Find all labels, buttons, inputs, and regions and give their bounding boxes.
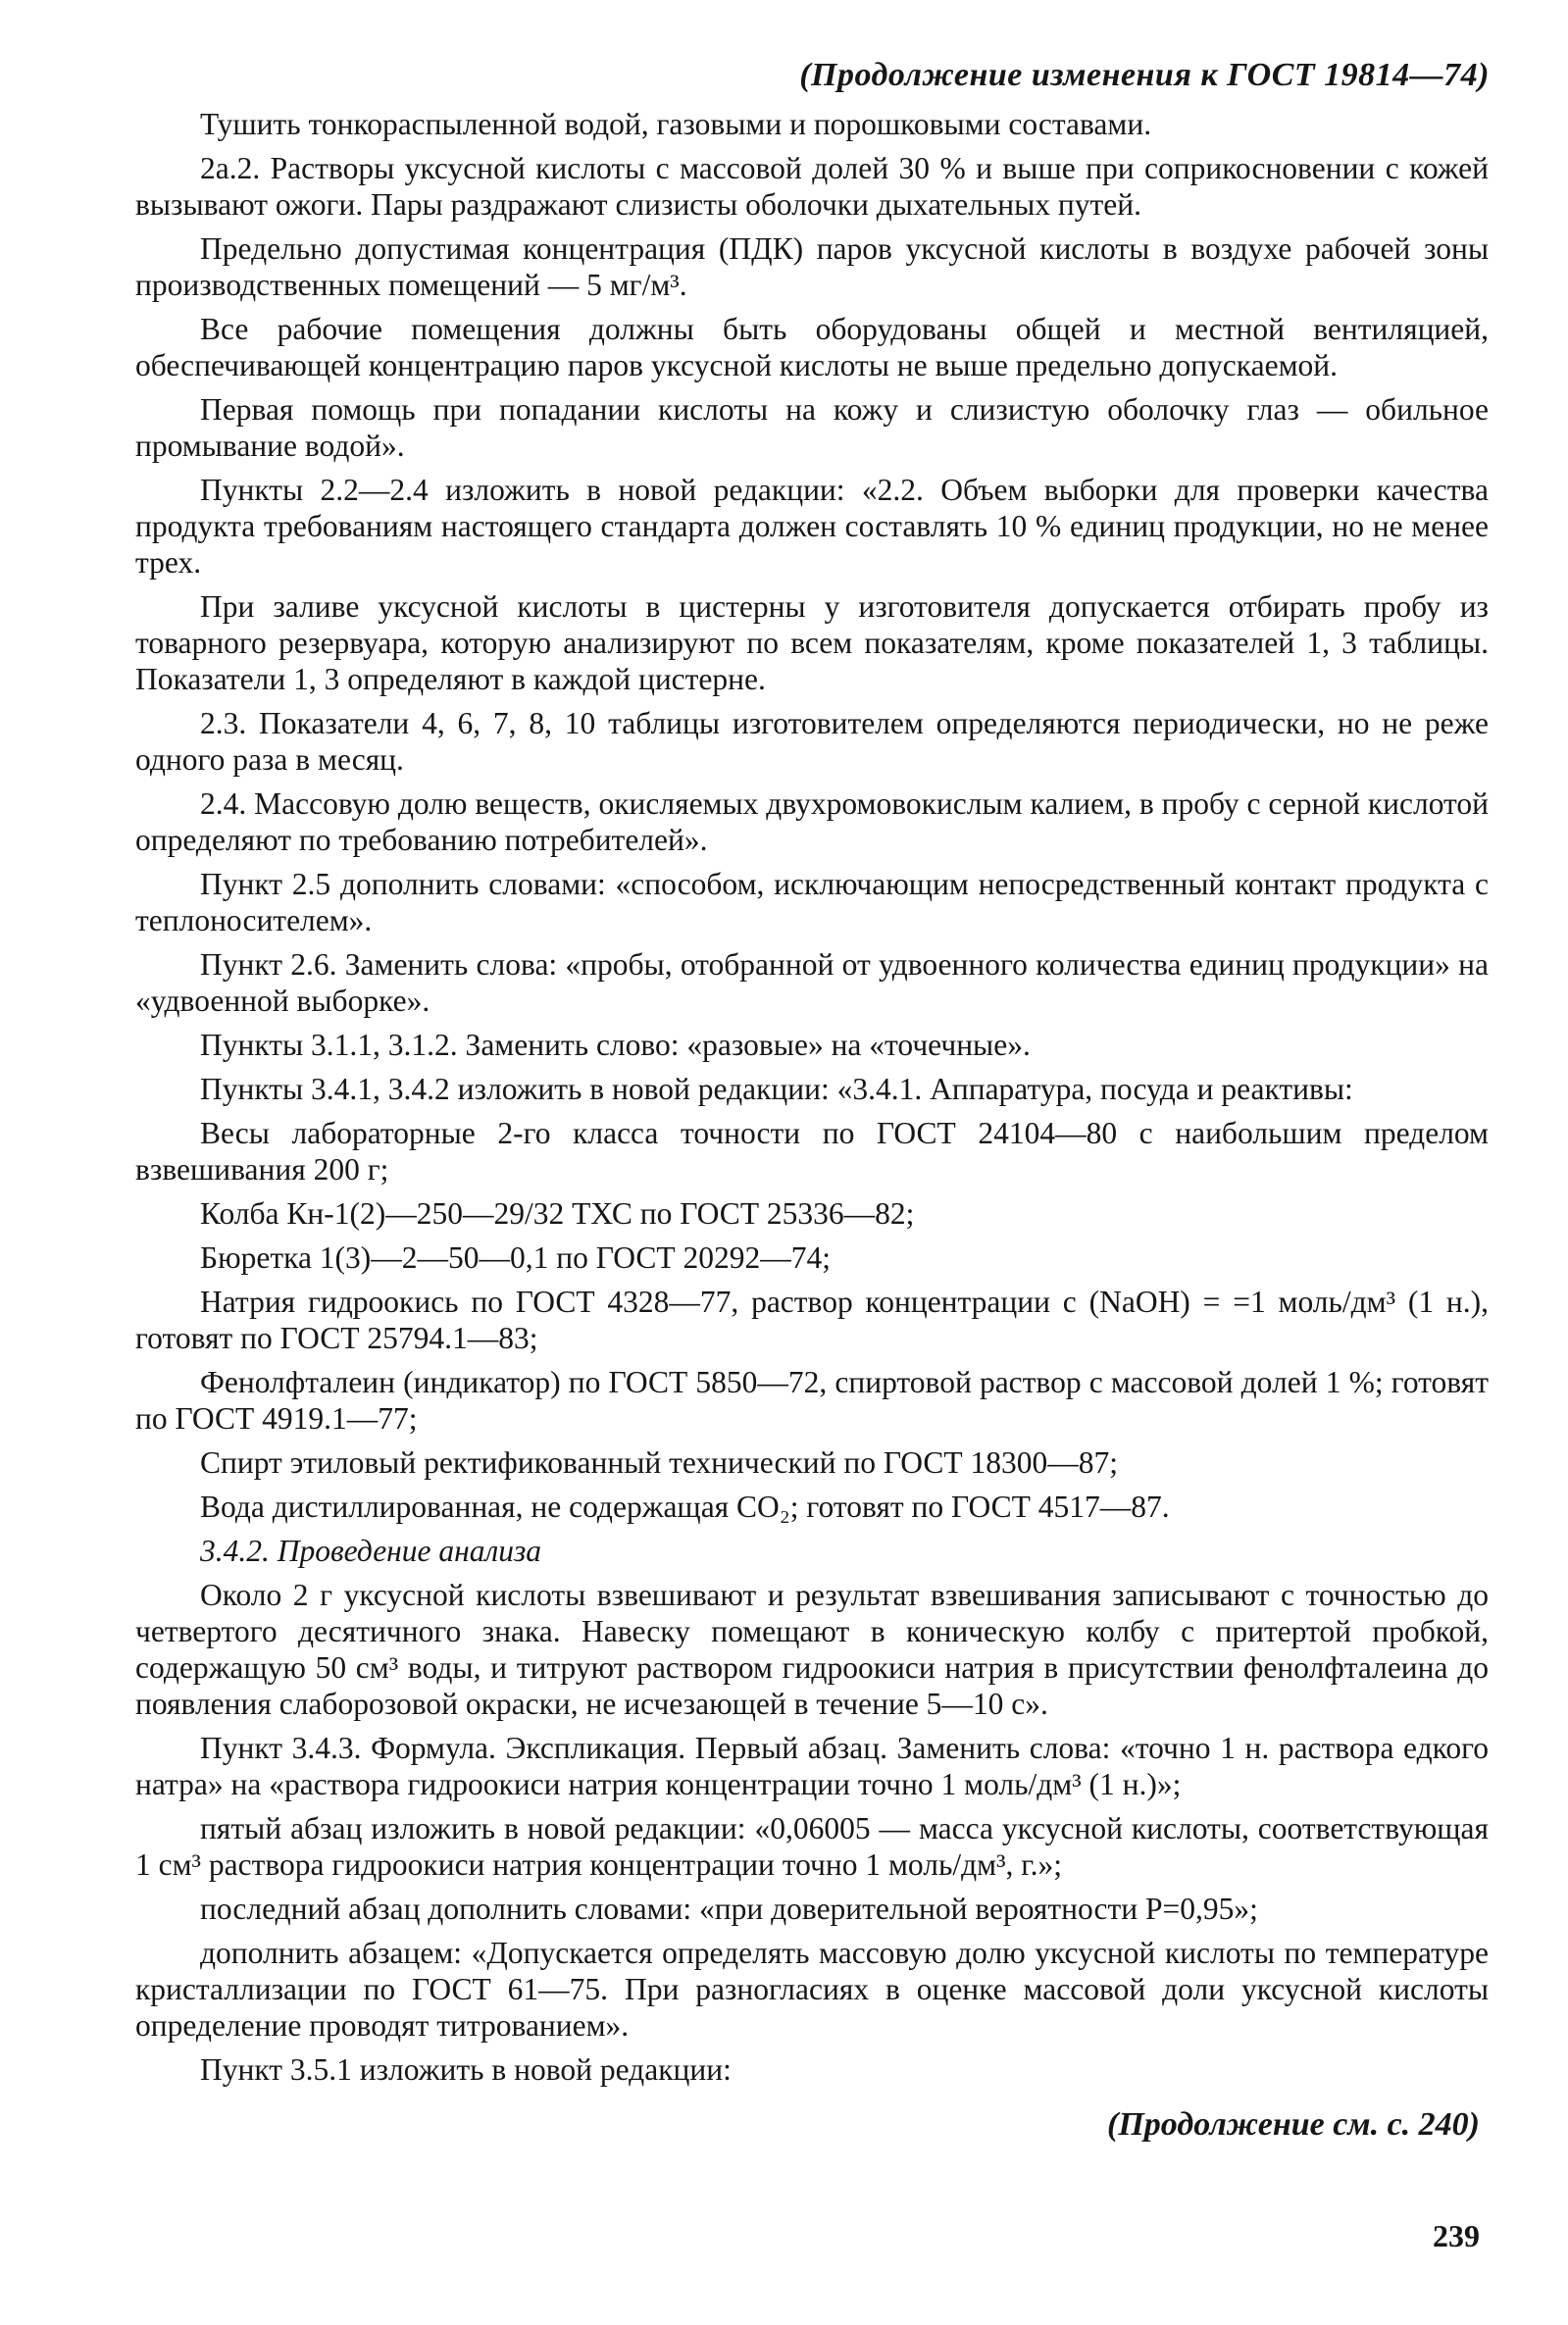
paragraph-water: Вода дистиллированная, не содержащая CO₂; готовят по ГОСТ 4517—87.	[200, 1490, 1170, 1524]
paragraph-2-4: 2.4. Массовую долю веществ, окисляемых двухромовокислым калием, в пробу с серной кислотой определяют по требованию потребителей».	[135, 786, 1489, 857]
paragraph-3-1: Пункты 3.1.1, 3.1.2. Заменить слово: «разовые» на «точечные».	[200, 1028, 1031, 1062]
paragraph-ethanol: Спирт этиловый ректификованный технический по ГОСТ 18300—87;	[200, 1445, 1119, 1480]
paragraph-2-5: Пункт 2.5 дополнить словами: «способом, исключающим непосредственный контакт продукта с теплоносителем».	[135, 867, 1489, 937]
paragraph-first-aid: Первая помощь при попадании кислоты на кожу и слизистую оболочку глаз — обильное промывание водой».	[135, 392, 1489, 463]
paragraph-3-4-2-heading: 3.4.2. Проведение анализа	[200, 1534, 542, 1568]
running-header: (Продолжение изменения к ГОСТ 19814—74)	[799, 57, 1490, 93]
paragraph-fifth: пятый абзац изложить в новой редакции: «0,06005 — масса уксусной кислоты, соответствующая 1 см³ раствора гидроокиси натрия концентрации точно 1 моль/дм³, г.»;	[135, 1811, 1489, 1882]
paragraph-naoh: Натрия гидроокись по ГОСТ 4328—77, раствор концентрации с (NaOH) = =1 моль/дм³ (1 н.), готовят по ГОСТ 25794.1—83;	[135, 1285, 1489, 1355]
paragraph-extinguishing: Тушить тонкораспыленной водой, газовыми и порошковыми составами.	[200, 107, 1152, 141]
paragraph-burette: Бюретка 1(3)—2—50—0,1 по ГОСТ 20292—74;	[200, 1240, 831, 1275]
paragraph-2a2: 2а.2. Растворы уксусной кислоты с массовой долей 30 % и выше при соприкосновении с кожей вызывают ожоги. Пары раздражают слизисты оболочки дыхательных путей.	[135, 151, 1489, 222]
paragraph-flask: Колба Кн-1(2)—250—29/32 ТХС по ГОСТ 25336—82;	[200, 1196, 915, 1231]
paragraph-ventilation: Все рабочие помещения должны быть оборудованы общей и местной вентиляцией, обеспечивающей концентрацию паров уксусной кислоты не выше предельно допускаемой.	[135, 312, 1489, 382]
paragraph-3-4-1: Пункты 3.4.1, 3.4.2 изложить в новой редакции: «3.4.1. Аппаратура, посуда и реактивы:	[200, 1072, 1353, 1106]
document-body	[135, 106, 1489, 2096]
paragraph-3-5-1: Пункт 3.5.1 изложить в новой редакции:	[200, 2052, 732, 2087]
paragraph-2-6: Пункт 2.6. Заменить слова: «пробы, отобранной от удвоенного количества единиц продукции» на «удвоенной выборке».	[135, 947, 1489, 1018]
paragraph-analysis: Около 2 г уксусной кислоты взвешивают и результат взвешивания записывают с точностью до четвертого десятичного знака. Навеску помещают в коническую колбу с притертой пробкой, содержащую 50 см³ воды, и титруют раствором гидроокиси натрия в присутствии фенолфталеина до появления слаборозовой окраски, не исчезающей в течение 5—10 с».	[135, 1578, 1489, 1721]
paragraph-tank-sampling: При заливе уксусной кислоты в цистерны у изготовителя допускается отбирать пробу из товарного резервуара, которую анализируют по всем показателям, кроме показателей 1, 3 таблицы. Показатели 1, 3 определяют в каждой цистерне.	[135, 589, 1489, 696]
paragraph-2-3: 2.3. Показатели 4, 6, 7, 8, 10 таблицы изготовителем определяются периодически, но не реже одного раза в месяц.	[135, 706, 1489, 777]
paragraph-pdk: Предельно допустимая концентрация (ПДК) паров уксусной кислоты в воздухе рабочей зоны производственных помещений — 5 мг/м³.	[135, 231, 1489, 302]
continuation-note: (Продолжение см. с. 240)	[1107, 2106, 1480, 2143]
paragraph-last: последний абзац дополнить словами: «при доверительной вероятности Р=0,95»;	[200, 1892, 1258, 1926]
page-number: 239	[1433, 2218, 1480, 2253]
paragraph-2-2: Пункты 2.2—2.4 изложить в новой редакции: «2.2. Объем выборки для проверки качества продукта требованиям настоящего стандарта должен составлять 10 % единиц продукции, но не менее трех.	[135, 473, 1489, 580]
paragraph-phenolphthalein: Фенолфталеин (индикатор) по ГОСТ 5850—72, спиртовой раствор с массовой долей 1 %; готовят по ГОСТ 4919.1—77;	[135, 1365, 1489, 1436]
paragraph-add: дополнить абзацем: «Допускается определять массовую долю уксусной кислоты по температуре кристаллизации по ГОСТ 61—75. При разногласиях в оценке массовой доли уксусной кислоты определение проводят титрованием».	[135, 1936, 1489, 2043]
paragraph-3-4-3: Пункт 3.4.3. Формула. Экспликация. Первый абзац. Заменить слова: «точно 1 н. раствора едкого натра» на «раствора гидроокиси натрия концентрации точно 1 моль/дм³ (1 н.)»;	[135, 1731, 1489, 1801]
paragraph-scales: Весы лабораторные 2-го класса точности по ГОСТ 24104—80 с наибольшим пределом взвешивания 200 г;	[135, 1116, 1489, 1187]
